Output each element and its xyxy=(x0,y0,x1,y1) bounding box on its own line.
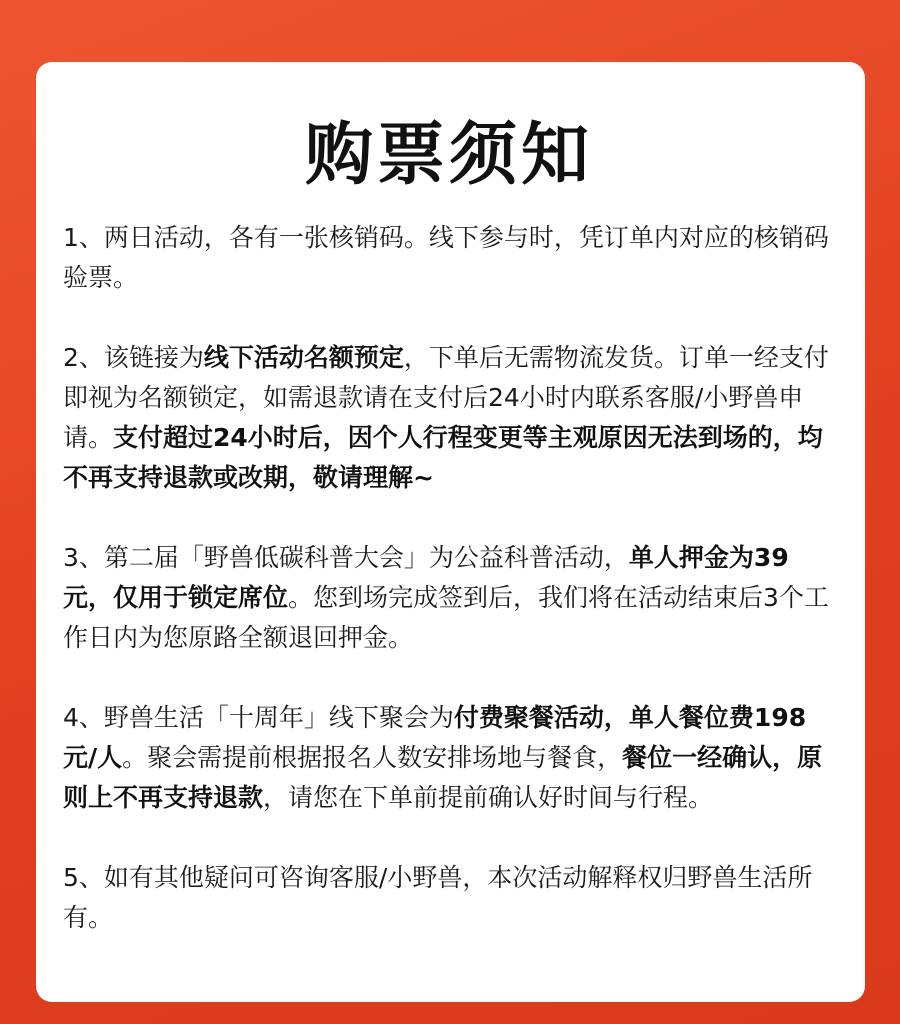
notice-item-5 xyxy=(63,858,835,938)
notice-text: ，请您在下单前提前确认好时间与行程。 xyxy=(263,783,714,812)
notice-item-4 xyxy=(63,698,835,818)
notice-emphasis: 支付超过24小时后，因个人行程变更等主观原因无法到场的，均不再支持退款或改期，敬请理解~ xyxy=(63,423,823,492)
notice-emphasis: 餐位一经确认，原则上不再支持退款 xyxy=(63,743,823,812)
notice-item-2 xyxy=(63,338,835,498)
notice-card xyxy=(36,62,865,1002)
page-title: 购票须知 xyxy=(304,116,593,195)
notice-item-3 xyxy=(63,538,835,658)
notice-text: 。聚会需提前根据报名人数安排场地与餐食， xyxy=(122,743,623,772)
notice-text: 4、野兽生活「十周年」线下聚会为 xyxy=(63,703,454,732)
notice-item-1 xyxy=(63,218,835,298)
notice-text: ，下单后无需物流发货。订单一经支付即视为名额锁定，如需退款请在支付后24小时内联系客服/小野兽申请。 xyxy=(63,343,829,452)
notice-emphasis: 线下活动名额预定 xyxy=(203,343,404,372)
notice-text: 2、该链接为 xyxy=(63,343,204,372)
notice-emphasis: 单人押金为39元，仅用于锁定席位 xyxy=(63,543,789,612)
notice-text: 5、如有其他疑问可咨询客服/小野兽，本次活动解释权归野兽生活所有。 xyxy=(63,863,813,932)
notice-text: 1、两日活动，各有一张核销码。线下参与时，凭订单内对应的核销码验票。 xyxy=(63,223,829,292)
notice-text: 3、第二届「野兽低碳科普大会」为公益科普活动， xyxy=(63,543,629,572)
notice-emphasis: 付费聚餐活动，单人餐位费198元/人 xyxy=(63,703,807,772)
notice-text: 。您到场完成签到后，我们将在活动结束后3个工作日内为您原路全额退回押金。 xyxy=(63,583,829,652)
